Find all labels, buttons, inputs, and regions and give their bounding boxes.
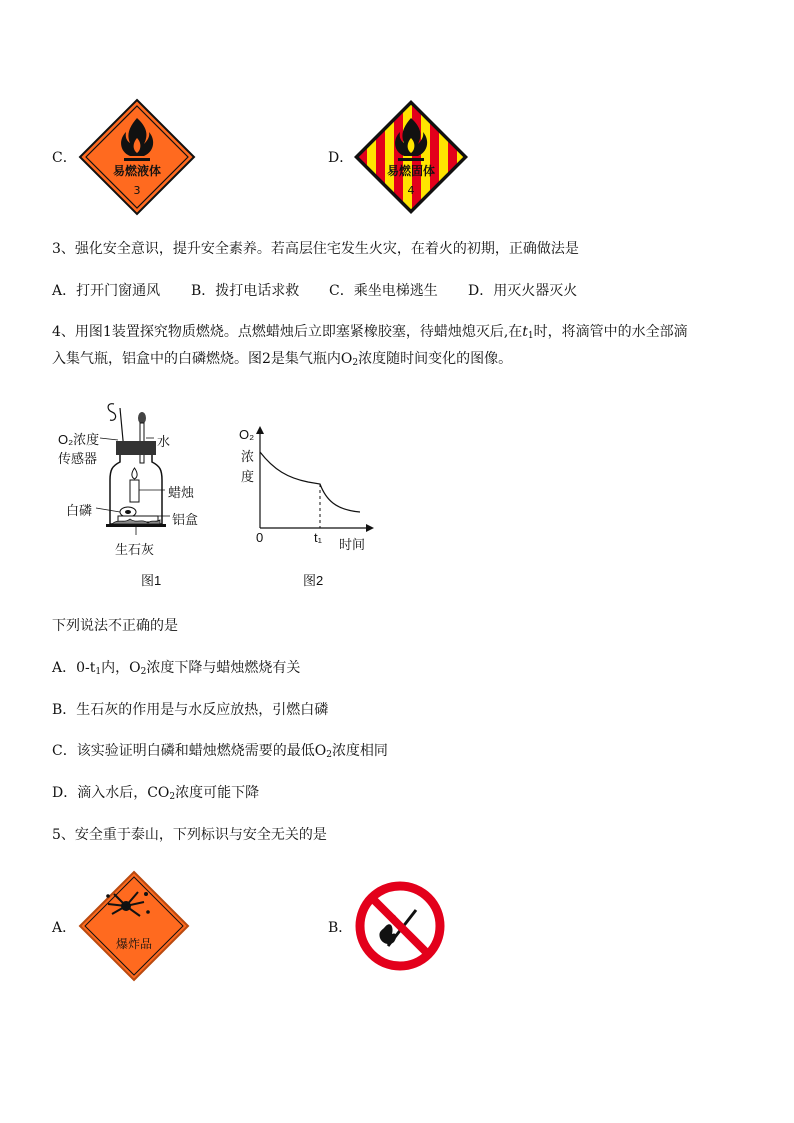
option-c-label: C． [52, 150, 77, 166]
q4-option-b: B．生石灰的作用是与水反应放热，引燃白磷 [52, 702, 329, 718]
explosive-sign [78, 870, 190, 982]
option-d-label: D． [328, 150, 354, 166]
fig2-x-label: 时间 [339, 537, 366, 552]
fig2-t1-label: t₁ [314, 530, 322, 545]
fig2-y-label-1: O₂ [239, 427, 255, 442]
flammable-solid-sign [352, 98, 470, 216]
fig1-phosphorus-label: 白磷 [66, 503, 93, 518]
q4-option-a: A．$0-t_1$内，$O_2$浓度下降与蜡烛燃烧有关 [52, 660, 301, 677]
fig2-y-label-2: 浓 [241, 449, 255, 464]
q5-option-b-label: B． [328, 920, 353, 936]
q3-option-c: C．乘坐电梯逃生 [329, 283, 438, 299]
fig1-sensor-label: 传感器 [58, 451, 98, 466]
q5-option-a-label: A． [52, 920, 77, 936]
q3-option-a: A．打开门窗通风 [52, 283, 161, 299]
fig2-y-label-3: 度 [241, 469, 255, 484]
no-open-flame-sign [354, 880, 446, 972]
q4-option-c: C．该实验证明白磷和蜡烛燃烧需要的最低$O_2$浓度相同 [52, 743, 388, 760]
fig1-o2-label: O₂浓度 [58, 432, 100, 447]
o2-curve [260, 452, 360, 512]
fig1-caption: 图1 [141, 573, 162, 588]
fig1-al-box-label: 铝盒 [172, 512, 199, 527]
sign-c-text: 易燃液体 [112, 164, 162, 178]
q3-option-d: D．用灭火器灭火 [468, 283, 578, 299]
sign-d-number: 4 [407, 184, 415, 197]
q3-stem: 3、强化安全意识，提升安全素养。若高层住宅发生火灾，在着火的初期，正确做法是 [52, 241, 579, 257]
q4-prompt: 下列说法不正确的是 [52, 618, 178, 634]
figure-1-apparatus [52, 396, 222, 561]
q3-option-b: B．拨打电话求救 [191, 283, 300, 299]
q4-stem-line1: 4、用图1装置探究物质燃烧。点燃蜡烛后立即塞紧橡胶塞，待蜡烛熄灭后,在$t_1$时，将滴管中的水全部滴 [52, 324, 688, 341]
fig1-quicklime-label: 生石灰 [115, 542, 155, 557]
q5-stem: 5、安全重于泰山，下列标识与安全无关的是 [52, 827, 327, 843]
q4-stem-line2: 入集气瓶，铝盒中的白磷燃烧。图2是集气瓶内$O_2$浓度随时间变化的图像。 [52, 351, 513, 368]
flammable-liquid-sign [78, 98, 196, 216]
sign-a-text: 爆炸品 [115, 937, 153, 951]
fig2-origin-label: 0 [256, 530, 264, 545]
q4-option-d: D．滴入水后，$CO_2$浓度可能下降 [52, 785, 260, 802]
fig2-caption: 图2 [303, 573, 324, 588]
sign-c-number: 3 [133, 184, 141, 197]
figure-2-graph [236, 424, 376, 542]
fig1-candle-label: 蜡烛 [168, 485, 195, 500]
sign-d-text: 易燃固体 [386, 164, 436, 178]
fig1-water-label: 水 [157, 434, 171, 449]
